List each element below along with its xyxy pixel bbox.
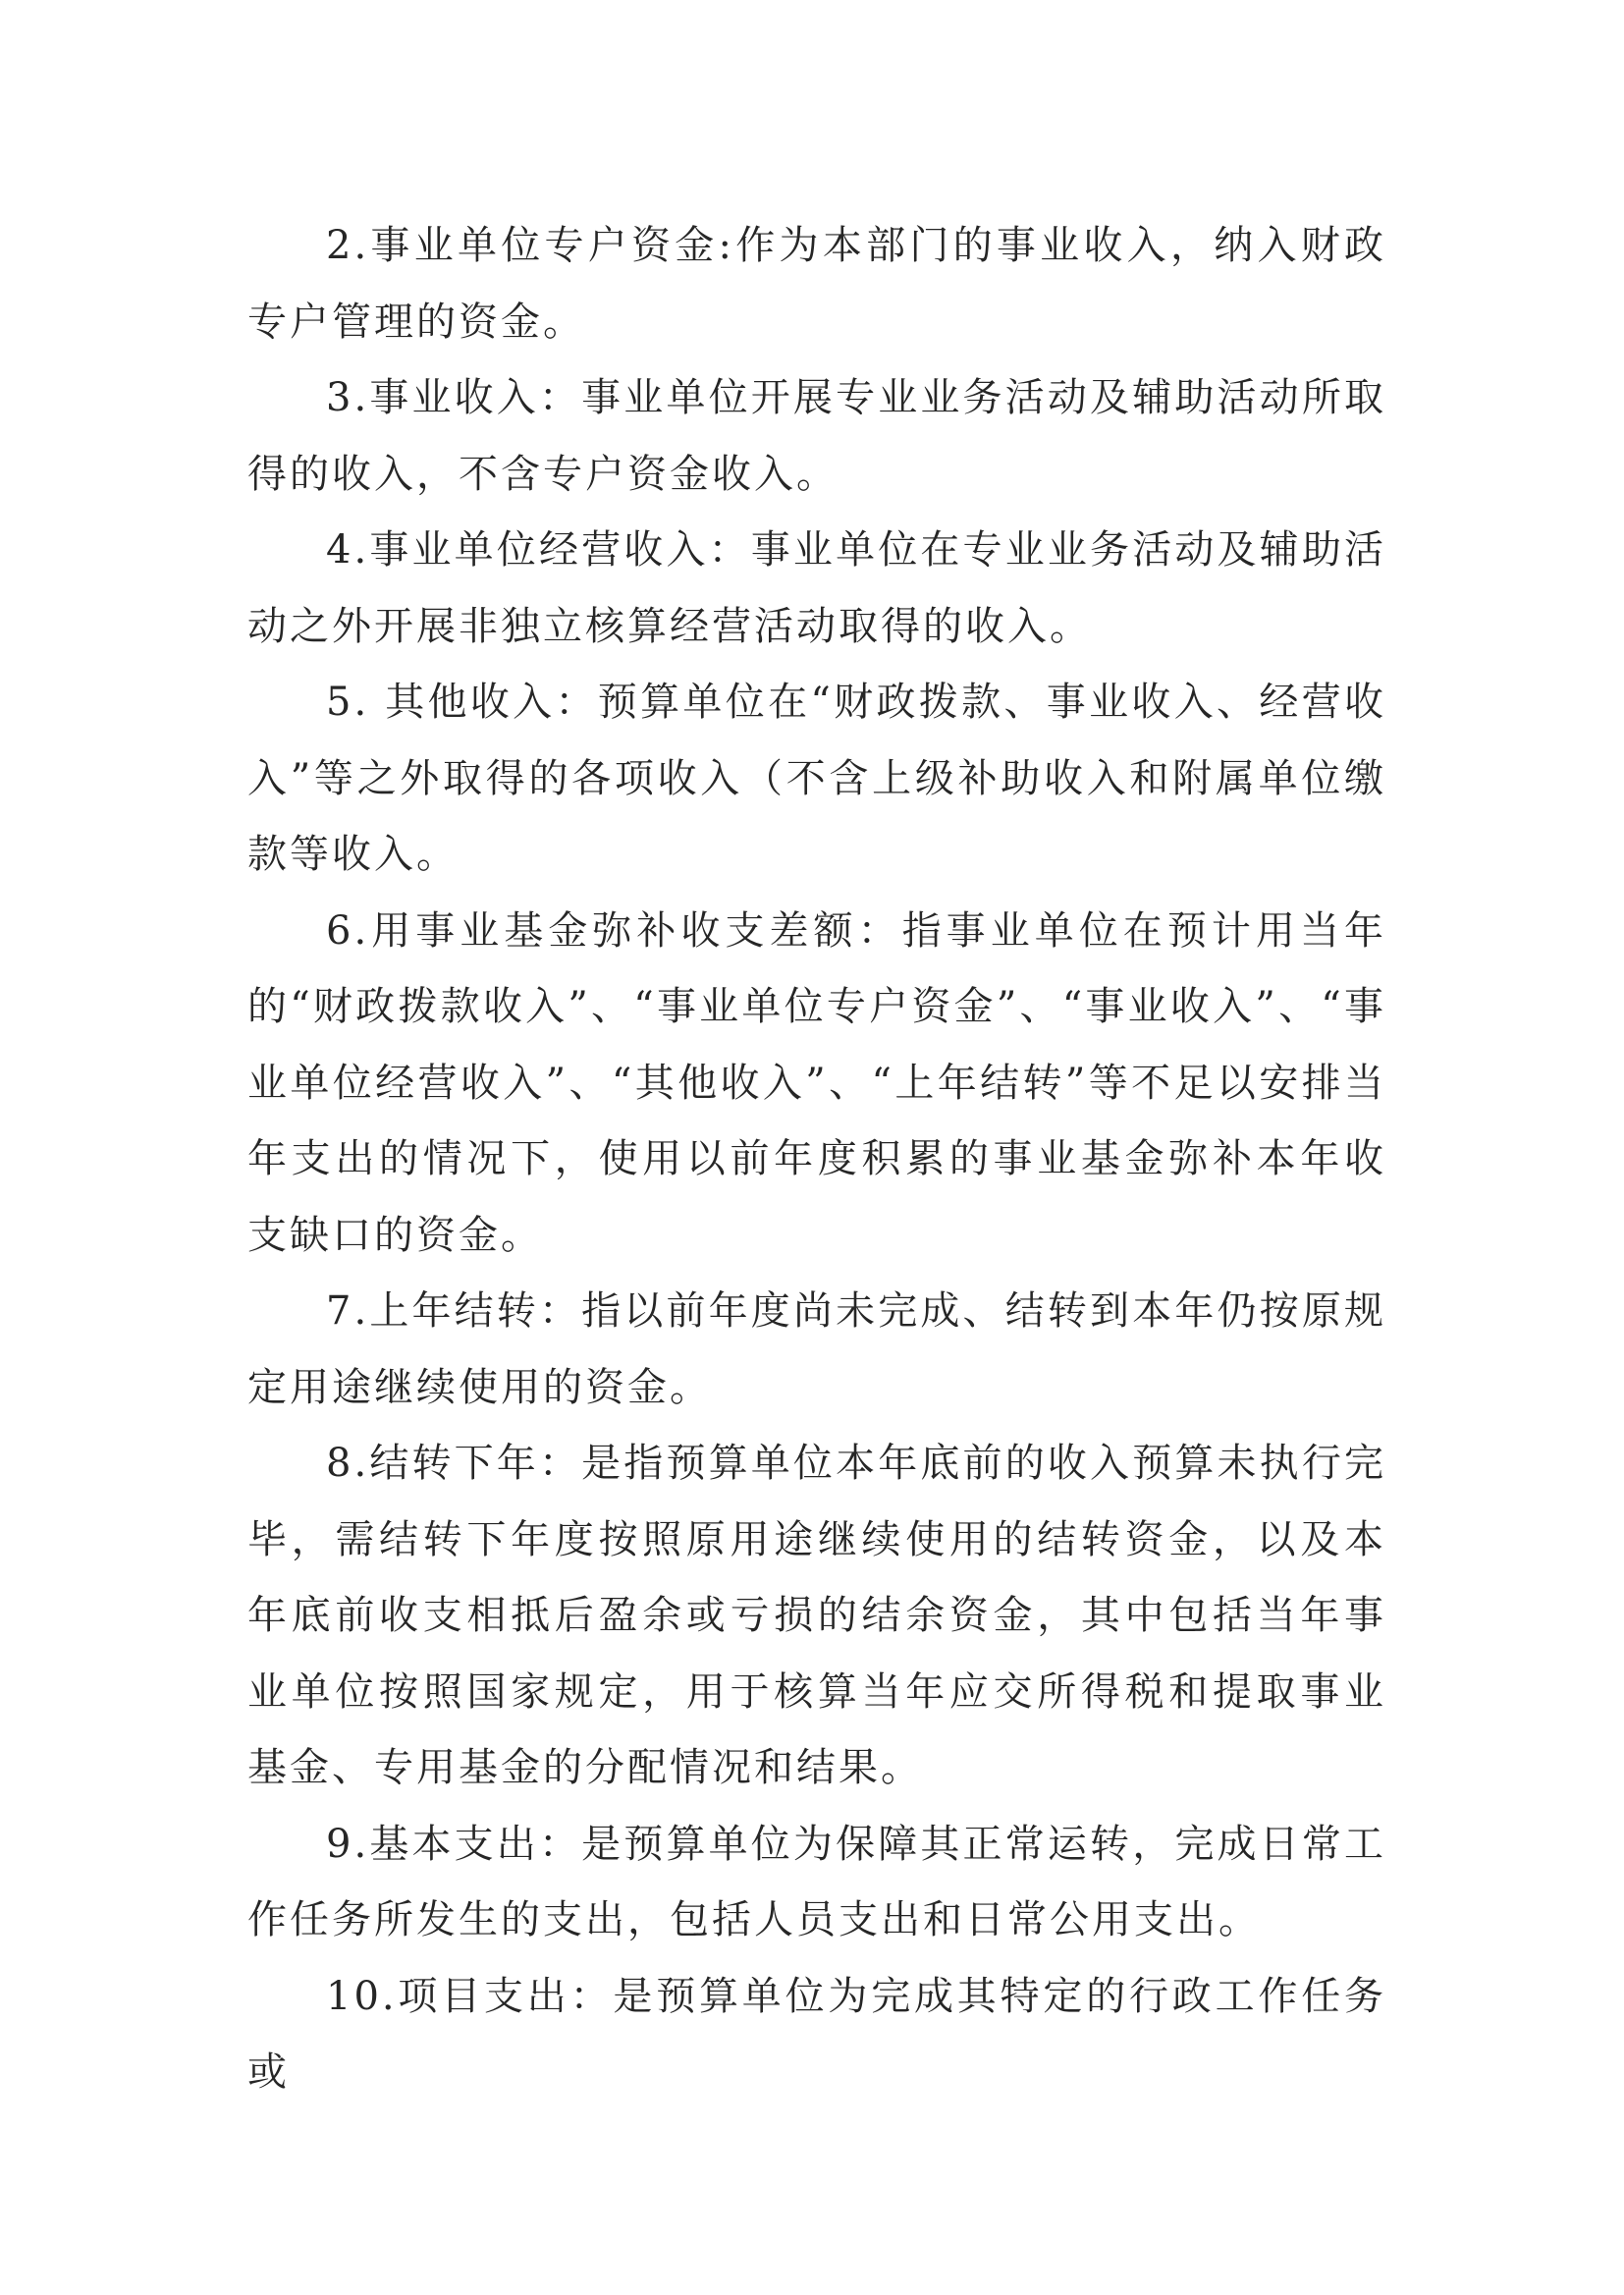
- paragraph-operating-income: 4.事业单位经营收入：事业单位在专业业务活动及辅助活动之外开展非独立核算经营活动取得的收入。: [247, 527, 1386, 649]
- paragraph-carryover-next-year: 8.结转下年：是指预算单位本年底前的收入预算未执行完毕，需结转下年度按照原用途继续使用的结转资金，以及本年底前收支相抵后盈余或亏损的结余资金，其中包括当年事业单位按照国家规定，用于核算当年应交所得税和提取事业基金、专用基金的分配情况和结果。: [247, 1441, 1386, 1790]
- paragraph-business-income: 3.事业收入：事业单位开展专业业务活动及辅助活动所取得的收入，不含专户资金收入。: [247, 375, 1386, 497]
- paragraph-prior-year-carryover: 7.上年结转：指以前年度尚未完成、结转到本年仍按原规定用途继续使用的资金。: [247, 1288, 1386, 1410]
- paragraph-business-fund-offset: 6.用事业基金弥补收支差额：指事业单位在预计用当年的“财政拨款收入”、“事业单位专户资金”、“事业收入”、“事业单位经营收入”、“其他收入”、“上年结转”等不足以安排当年支出的情况下，使用以前年度积累的事业基金弥补本年收支缺口的资金。: [247, 907, 1386, 1258]
- document-body: [247, 208, 1386, 2111]
- paragraph-project-expenditure: 10.项目支出：是预算单位为完成其特定的行政工作任务或: [247, 1973, 1386, 2095]
- paragraph-special-account-funds: 2.事业单位专户资金:作为本部门的事业收入，纳入财政专户管理的资金。: [247, 223, 1386, 345]
- paragraph-other-income: 5. 其他收入：预算单位在“财政拨款、事业收入、经营收入”等之外取得的各项收入（不含上级补助收入和附属单位缴款等收入。: [247, 680, 1386, 877]
- paragraph-basic-expenditure: 9.基本支出：是预算单位为保障其正常运转，完成日常工作任务所发生的支出，包括人员支出和日常公用支出。: [247, 1821, 1386, 1942]
